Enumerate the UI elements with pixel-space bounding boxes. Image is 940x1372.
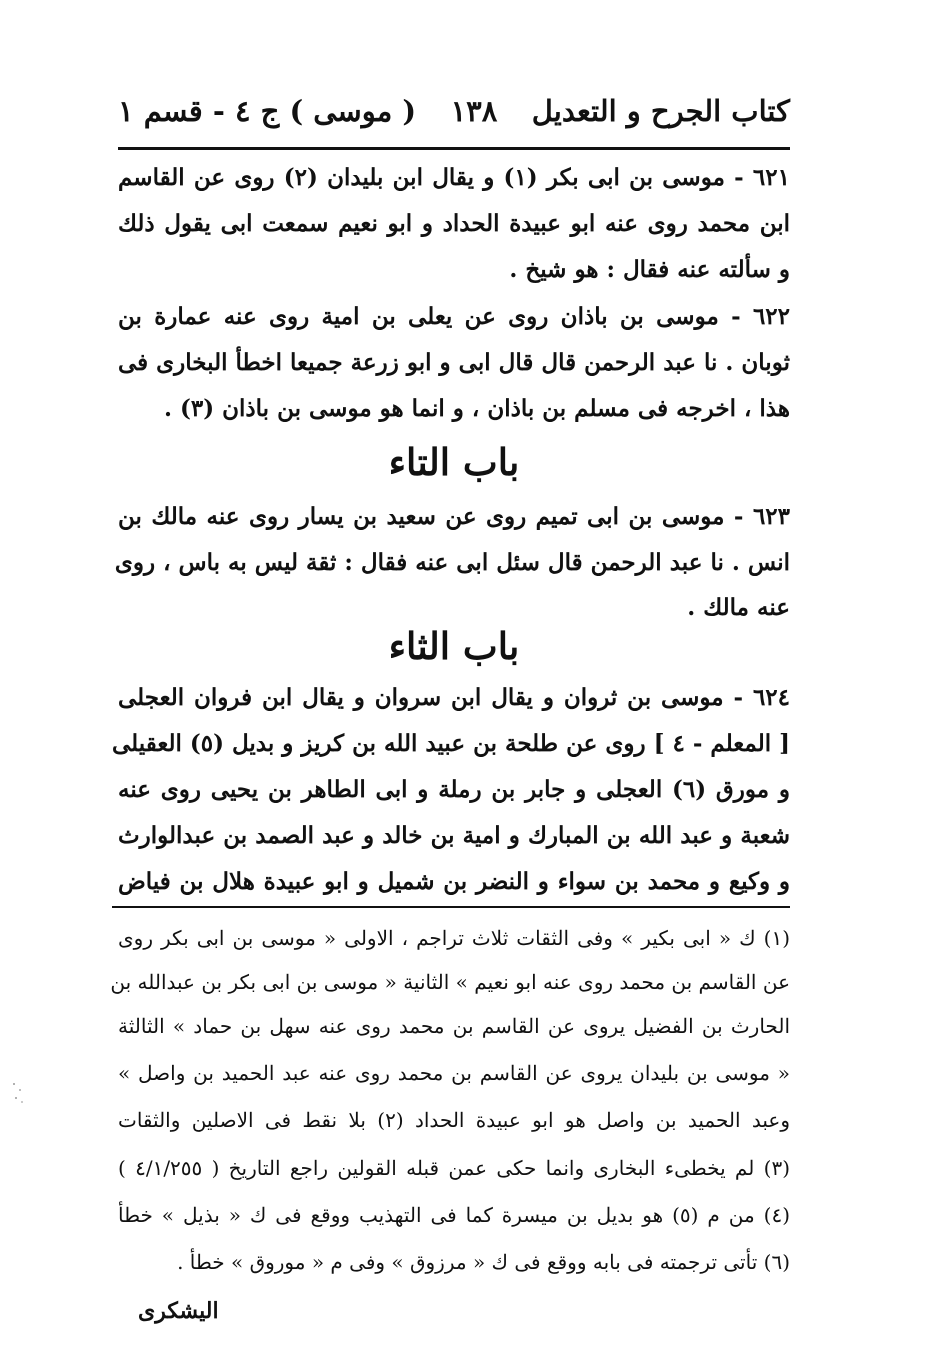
text-line: انس . نا عبد الرحمن قال سئل ابى عنه فقال : ثقة ليس به باس ، روى: [114, 549, 790, 576]
running-header: [118, 86, 790, 136]
section-heading-tha: باب الثاء: [388, 624, 520, 668]
section-heading-ta: باب التاء: [388, 440, 520, 484]
text-line: ٦٢١ - موسى بن ابى بكر (١) و يقال ابن بليدان (٢) روى عن القاسم: [118, 164, 790, 191]
footnote-line: « موسى بن بليدان يروى عن القاسم بن محمد روى عنه عبد الحميد بن واصل »: [118, 1061, 790, 1085]
page-number: ١٣٨: [450, 94, 498, 128]
text-line: ابن محمد روى عنه ابو عبيدة الحداد و ابو نعيم سمعت ابى يقول ذلك: [118, 210, 790, 237]
text-line: و وكيع و محمد بن سواء و النضر بن شميل و ابو عبيدة هلال بن فياض: [118, 868, 790, 895]
footnote-line: وعبد الحميد بن واصل هو ابو عبيدة الحداد (٢) بلا نقط فى الاصلين والثقات: [118, 1108, 790, 1132]
scan-speck: [8, 1078, 28, 1108]
text-line: عنه مالك .: [687, 594, 790, 621]
footnote-line: (٣) لم يخطىء البخارى وانما حكى عمن قبله القولين راجع التاريخ ( ٤/١/٢٥٥ ): [118, 1156, 790, 1180]
text-line: ثوبان . نا عبد الرحمن قال قال ابى و ابو زرعة جميعا اخطأ البخارى فى: [118, 349, 790, 376]
footnote-line: (٦) تأتى ترجمته فى بابه ووقع فى ك « مرزوق » وفى م « موروق » خطأ .: [177, 1250, 790, 1274]
text-line: ٦٢٢ - موسى بن باذان روى عن يعلى بن امية روى عنه عمارة بن: [118, 303, 790, 330]
header-rule: [118, 147, 790, 150]
footnote-rule: [112, 906, 790, 908]
book-title: كتاب الجرح و التعديل: [531, 94, 790, 128]
catchword: اليشكرى: [138, 1298, 219, 1324]
volume-label: ( موسى ) ج ٤ - قسم ١: [118, 94, 417, 128]
text-line: و سألته عنه فقال : هو شيخ .: [509, 256, 790, 283]
footnote-line: الحارث بن الفضيل يروى عن القاسم بن محمد روى عنه سهل بن حماد » الثالثة: [118, 1014, 790, 1038]
text-line: و مورق (٦) العجلى و جابر بن رملة و ابى الطاهر بن يحيى روى عنه: [118, 776, 790, 803]
text-line: ٦٢٤ - موسى بن ثروان و يقال ابن سروان و يقال ابن فروان العجلى: [118, 684, 790, 711]
footnote-line: عن القاسم بن محمد روى عنه ابو نعيم » الثانية « موسى بن ابى بكر بن عبدالله بن: [110, 970, 790, 994]
text-line: [ المعلم - ٤ ] روى عن طلحة بن عبيد الله بن كريز و بديل (٥) العقيلى: [111, 730, 790, 757]
footnote-line: (٤) من م (٥) هو بديل بن ميسرة كما فى التهذيب ووقع فى ك « بذيل » خطأ: [118, 1203, 790, 1227]
text-line: شعبة و عبد الله بن المبارك و امية بن خالد و عبد الصمد بن عبدالوارث: [118, 822, 790, 849]
footnote-line: (١) ك « ابى بكير » وفى الثقات ثلاث تراجم ، الاولى « موسى بن ابى بكر روى: [118, 926, 790, 950]
text-line: ٦٢٣ - موسى بن ابى تميم روى عن سعيد بن يسار روى عنه مالك بن: [118, 503, 790, 530]
text-line: هذا ، اخرجه فى مسلم بن باذان ، و انما هو موسى بن باذان (٣) .: [163, 395, 790, 422]
